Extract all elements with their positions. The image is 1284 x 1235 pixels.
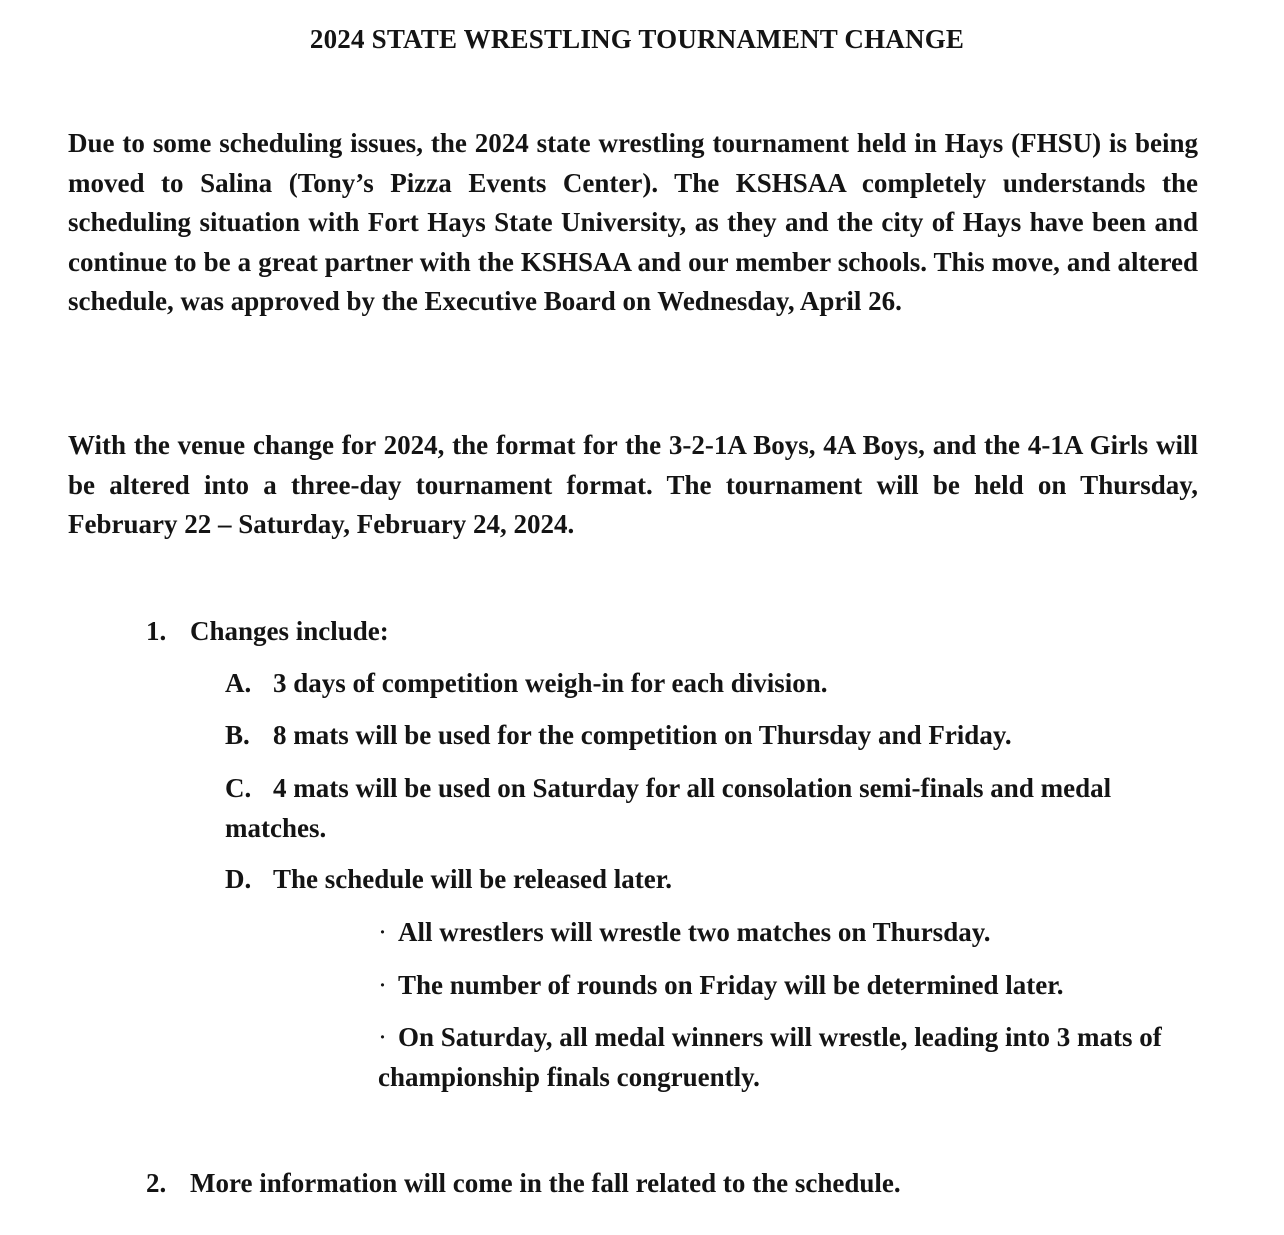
subitem-d [225, 860, 1155, 900]
bullet-thursday [378, 913, 1178, 953]
bullet-icon: · [378, 970, 387, 1000]
document-title: 2024 STATE WRESTLING TOURNAMENT CHANGE [309, 24, 965, 54]
bullet-icon: · [378, 1022, 387, 1052]
subitem-c [225, 769, 1155, 848]
subitem-a [225, 664, 1155, 704]
subitem-text: 4 mats will be used on Saturday for all consolation semi-finals and medal matches. [225, 773, 1112, 843]
subitem-text: 8 mats will be used for the competition on Thursday and Friday. [273, 720, 1012, 750]
list-item-more-info: More information will come in the fall related to the schedule. [190, 1168, 901, 1198]
subitem-letter: A. [225, 668, 252, 698]
subitem-text: 3 days of competition weigh-in for each division. [273, 668, 828, 698]
list-heading-changes: Changes include: [190, 616, 389, 646]
subitem-b [225, 716, 1155, 756]
subitem-text: The schedule will be released later. [273, 864, 672, 894]
subitem-letter: D. [225, 864, 252, 894]
bullet-text: All wrestlers will wrestle two matches on Thursday. [398, 917, 991, 947]
subitem-letter: C. [225, 773, 252, 803]
list-number-2: 2. [146, 1168, 167, 1198]
paragraph-format-change: With the venue change for 2024, the format for the 3-2-1A Boys, 4A Boys, and the 4-1A Girls will be altered into a three-day tournament format. The tournament will be held on Thursday, February 22 – Saturday, February 24, 2024. [68, 430, 1198, 539]
bullet-friday [378, 966, 1178, 1006]
bullet-saturday [378, 1018, 1178, 1097]
list-number-1: 1. [146, 616, 167, 646]
bullet-text: On Saturday, all medal winners will wrestle, leading into 3 mats of championship finals congruently. [378, 1022, 1162, 1092]
paragraph-venue-change: Due to some scheduling issues, the 2024 state wrestling tournament held in Hays (FHSU) is being moved to Salina (Tony’s Pizza Events Center). The KSHSAA completely understands the scheduling situation with Fort Hays State University, as they and the city of Hays have been and continue to be a great partner with the KSHSAA and our member schools. This move, and altered schedule, was approved by the Executive Board on Wednesday, April 26. [68, 128, 1198, 316]
bullet-icon: · [378, 917, 387, 947]
bullet-text: The number of rounds on Friday will be determined later. [398, 970, 1064, 1000]
subitem-letter: B. [225, 720, 250, 750]
